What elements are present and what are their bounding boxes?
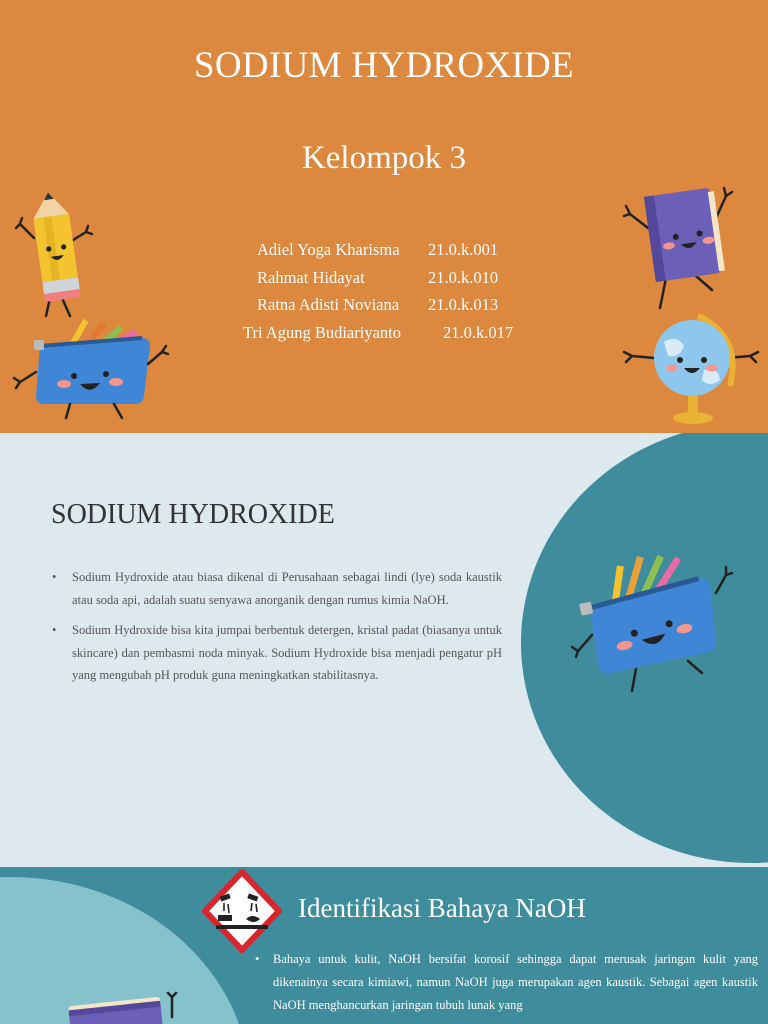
pencil-character-icon (14, 190, 96, 320)
bullet-list (253, 948, 758, 1024)
member-name: Tri Agung Budiariyanto (243, 323, 401, 342)
member-id: 21.0.k.017 (443, 323, 514, 342)
hazard-slide (0, 867, 768, 1024)
bullet-item (253, 948, 758, 1017)
bullet-text: Bahaya untuk kulit, NaOH bersifat korosif sehingga dapat merusak jaringan kulit yang dikenainya secara kimiawi, namun NaOH juga merupakan agen kaustik. Sebagai agen kaustik NaOH menghancurkan jaringan tubuh lunak yang (273, 952, 758, 1012)
bullet-list (50, 566, 502, 695)
pencil-case-character-icon (570, 545, 736, 695)
bullet-item (50, 566, 502, 611)
member-id: 21.0.k.013 (428, 295, 499, 314)
title-slide (0, 0, 768, 433)
book-character-icon (620, 178, 740, 316)
bullet-icon: • (255, 952, 260, 966)
slide-title: SODIUM HYDROXIDE (194, 45, 574, 86)
member-id: 21.0.k.001 (428, 240, 499, 259)
member-name: Adiel Yoga Kharisma (257, 240, 400, 259)
globe-character-icon (620, 312, 766, 428)
bullet-icon: • (52, 570, 57, 584)
bullet-text: Sodium Hydroxide atau biasa dikenal di Perusahaan sebagai lindi (lye) soda kaustik atau soda api, adalah suatu senyawa anorganik dengan rumus kimia NaOH. (72, 570, 502, 607)
slide-title: Identifikasi Bahaya NaOH (298, 893, 586, 923)
pencil-case-character-icon (10, 312, 172, 424)
member-name: Ratna Adisti Noviana (257, 295, 400, 314)
definition-slide (0, 433, 768, 867)
corrosive-hazard-icon (202, 869, 282, 953)
bullet-icon: • (52, 623, 57, 637)
group-subtitle: Kelompok 3 (301, 140, 467, 176)
bullet-text: Sodium Hydroxide bisa kita jumpai berbentuk detergen, kristal padat (biasanya untuk skincare) dan pembasmi noda minyak. Sodium Hydroxide bisa menjadi pengatur pH yang mengubah pH produk guna meningkatkan stabilitasnya. (72, 623, 502, 682)
bullet-item (50, 619, 502, 687)
member-id: 21.0.k.010 (428, 268, 499, 287)
book-character-icon (60, 991, 190, 1024)
member-name: Rahmat Hidayat (257, 268, 365, 287)
slide-title: SODIUM HYDROXIDE (51, 499, 335, 530)
